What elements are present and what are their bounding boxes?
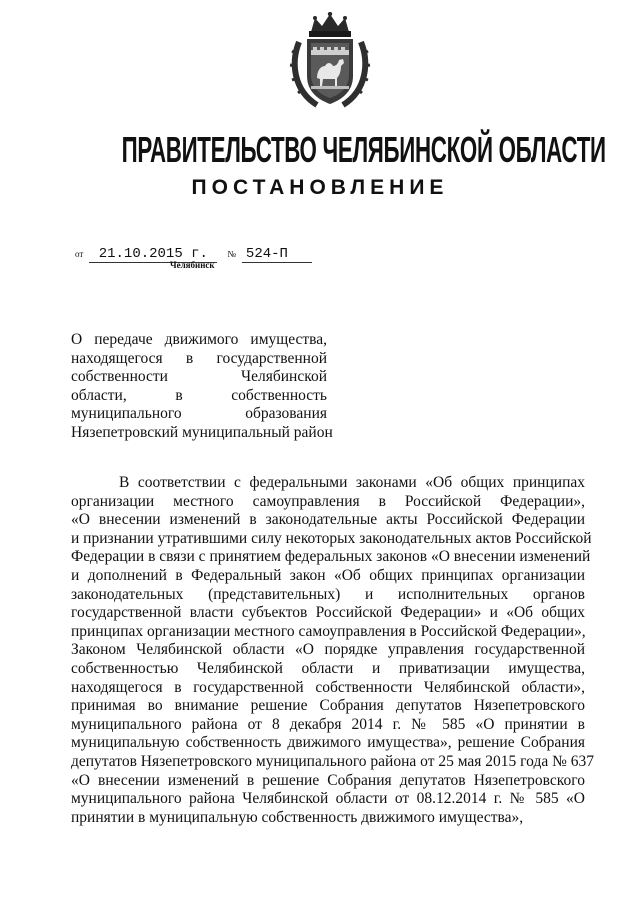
body-line: организации местного самоуправления в Российской Федерации»,: [71, 492, 585, 510]
body-line: принципах организации местного самоуправления в Российской Федерации»,: [71, 622, 586, 640]
body-line: муниципального района Челябинской области от 08.12.2014 г. № 585 «О: [71, 790, 585, 808]
document-type: ПОСТАНОВЛЕНИЕ: [191, 176, 449, 199]
body-line: депутатов Нязепетровского муниципального района от 25 мая 2015 года № 637: [71, 752, 595, 770]
government-title: ПРАВИТЕЛЬСТВО ЧЕЛЯБИНСКОЙ ОБЛАСТИ: [121, 129, 606, 170]
from-label: от: [75, 249, 84, 259]
document-body: [71, 474, 595, 827]
body-line: собственностью Челябинской области и приватизации имущества,: [71, 659, 585, 677]
number-label: №: [227, 249, 236, 259]
subject-line: находящегося в государственной: [71, 349, 327, 367]
body-line: принимая во внимание решение Собрания депутатов Нязепетровского: [71, 697, 585, 715]
body-line: и признании утратившими силу некоторых законодательных актов Российской: [71, 529, 592, 547]
body-line: принятии в муниципальную собственность движимого имущества»,: [71, 808, 524, 826]
body-line: В соответствии с федеральными законами «Об общих принципах: [119, 474, 585, 491]
subject-line: муниципального образования: [71, 405, 327, 423]
body-line: Законом Челябинской области «О порядке управления государственной: [71, 641, 585, 659]
body-line: и дополнений в Федеральный закон «Об общих принципах организации: [71, 566, 585, 584]
subject-line: области, в собственность: [71, 386, 327, 404]
body-line: муниципального района от 8 декабря 2014 г. № 585 «О принятии в: [71, 715, 585, 733]
document-date: 21.10.2015 г.: [89, 246, 217, 263]
subject-line: собственности Челябинской: [71, 368, 327, 386]
coat-of-arms-icon: [289, 12, 371, 110]
body-line: муниципальную собственность движимого имущества», решение Собрания: [71, 734, 585, 752]
body-line: законодательных (представительных) и исполнительных органов: [71, 585, 585, 603]
document-subject: [71, 331, 333, 443]
body-line: Федерации в связи с принятием федеральных законов «О внесении изменений: [71, 548, 591, 566]
body-line: «О внесении изменений в решение Собрания депутатов Нязепетровского: [71, 771, 585, 789]
body-line: «О внесении изменений в законодательные акты Российской Федерации: [71, 511, 585, 529]
body-line: находящегося в государственной собственности Челябинской области»,: [71, 678, 585, 696]
city-label: Челябинск: [170, 260, 215, 270]
subject-line: О передаче движимого имущества,: [71, 331, 327, 348]
subject-line: Нязепетровский муниципальный район: [71, 423, 333, 441]
body-line: государственной власти субъектов Российской Федерации» и «Об общих: [71, 604, 585, 622]
document-number: 524-П: [242, 246, 312, 263]
